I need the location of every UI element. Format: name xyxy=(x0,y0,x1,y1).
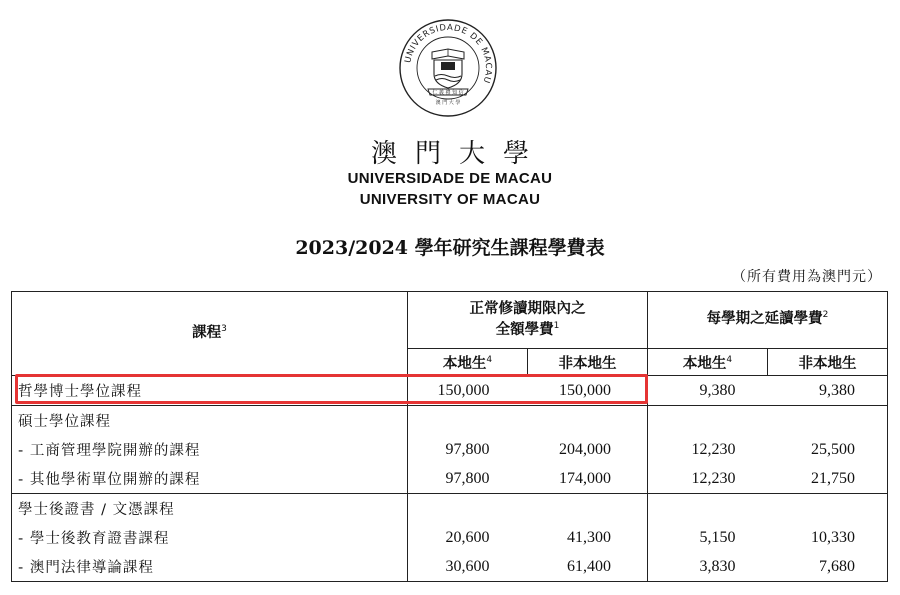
seal-bottom-name: 澳 門 大 學 xyxy=(435,100,461,106)
table-row xyxy=(12,523,888,552)
university-english-name: UNIVERSITY OF MACAU xyxy=(359,191,541,208)
table-row-phd xyxy=(12,376,888,406)
university-portuguese-name: UNIVERSIDADE DE MACAU xyxy=(347,170,553,187)
fee-cell: 7,680 xyxy=(819,557,856,575)
fee-cell: 12,230 xyxy=(648,464,768,494)
course-label: 哲學博士學位課程 xyxy=(12,376,408,406)
fee-cell: 97,800 xyxy=(445,469,490,487)
svg-text:UNIVERSIDADE DE MACAU: UNIVERSIDADE DE MACAU xyxy=(403,22,494,85)
fee-cell: 20,600 xyxy=(445,528,490,546)
currency-note: （所有費用為澳門元） xyxy=(732,269,882,285)
fee-cell: 41,300 xyxy=(567,528,611,546)
course-label: - 澳門法律導論課程 xyxy=(12,552,408,582)
header-full-fee: 正常修讀期限內之 全額學費$^1$ xyxy=(469,300,586,338)
fee-cell: 12,230 xyxy=(648,435,768,464)
table-row xyxy=(12,552,888,582)
fee-cell: 150,000 xyxy=(408,376,528,406)
tuition-fee-table xyxy=(11,291,888,582)
fee-cell: 9,380 xyxy=(768,376,888,406)
subheader-nonlocal: 非本地生 xyxy=(528,349,648,376)
table-row-postgrad-heading xyxy=(12,494,888,524)
fee-cell: 21,750 xyxy=(811,469,856,487)
header-extension-fee: 每學期之延讀學費$^2$ xyxy=(648,292,888,349)
table-row-masters-heading xyxy=(12,406,888,436)
subheader-local: 本地生$^4$ xyxy=(408,349,528,376)
course-label: - 其他學術單位開辦的課程 xyxy=(12,464,408,494)
table-header-row xyxy=(12,292,888,349)
seal-motto: 仁 義 禮 知 信 xyxy=(432,90,464,96)
fee-cell: 9,380 xyxy=(648,376,768,406)
fee-cell: 97,800 xyxy=(445,440,490,458)
subheader-nonlocal-extension: 非本地生 xyxy=(768,349,888,376)
header-course: 課程$^3$ xyxy=(12,292,408,376)
table-row xyxy=(12,464,888,494)
fee-cell: 174,000 xyxy=(559,469,611,487)
group-label: 學士後證書 / 文憑課程 xyxy=(12,494,408,524)
group-label: 碩士學位課程 xyxy=(12,406,408,436)
fee-cell: 10,330 xyxy=(811,528,856,546)
university-seal-logo xyxy=(398,18,498,118)
fee-cell: 5,150 xyxy=(648,523,768,552)
fee-cell: 61,400 xyxy=(567,557,611,575)
subheader-local-extension: 本地生$^4$ xyxy=(648,349,768,376)
fee-cell: 30,600 xyxy=(445,557,490,575)
fee-cell: 204,000 xyxy=(559,440,611,458)
document-title: 2023/2024 學年研究生課程學費表 xyxy=(295,237,605,259)
course-label: - 工商管理學院開辦的課程 xyxy=(12,435,408,464)
table-row xyxy=(12,435,888,464)
fee-cell: 25,500 xyxy=(811,440,856,458)
fee-cell: 150,000 xyxy=(528,376,648,406)
course-label: - 學士後教育證書課程 xyxy=(12,523,408,552)
university-chinese-name: 澳門大學 xyxy=(370,139,547,169)
fee-cell: 3,830 xyxy=(648,552,768,582)
